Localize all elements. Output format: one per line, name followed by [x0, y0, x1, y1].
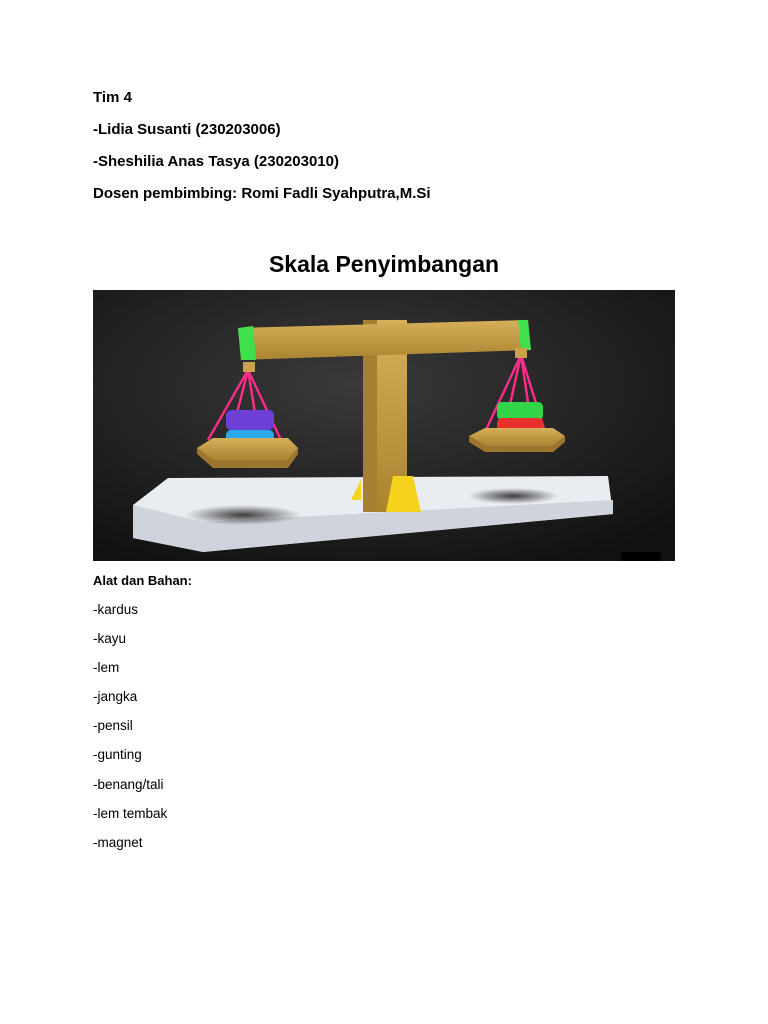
document-title: Skala Penyimbangan	[268, 251, 500, 277]
balance-scale-photo	[93, 290, 675, 561]
list-item: -kardus	[93, 602, 139, 617]
list-item: -kayu	[93, 631, 127, 647]
member-line: -Sheshilia Anas Tasya (230203010)	[93, 153, 339, 170]
list-item: -gunting	[93, 747, 142, 763]
list-item: -magnet	[93, 834, 143, 850]
team-label: Tim 4	[93, 89, 132, 106]
list-item: -lem tembak	[93, 805, 168, 821]
list-item: -pensil	[93, 718, 133, 734]
list-item: -benang/tali	[93, 776, 164, 792]
member-line: -Lidia Susanti (230203006)	[93, 121, 281, 138]
materials-list	[93, 600, 167, 862]
supervisor-line: Dosen pembimbing: Romi Fadli Syahputra,M.Si	[93, 185, 431, 202]
list-item: -lem	[93, 660, 120, 676]
materials-heading: Alat dan Bahan:	[93, 573, 192, 588]
list-item: -jangka	[93, 689, 138, 705]
